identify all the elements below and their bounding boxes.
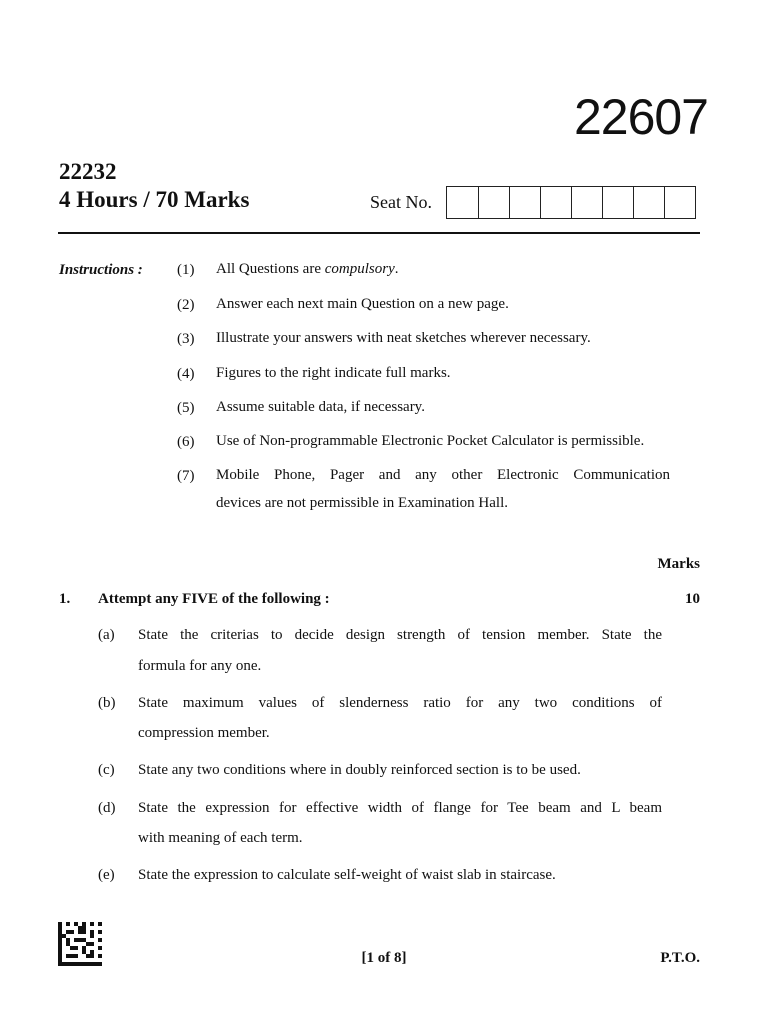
instruction-text: Mobile Phone, Pager and any other Electronic Communication xyxy=(216,467,670,483)
sub-question-label: (c) xyxy=(98,762,115,778)
instruction-number: (6) xyxy=(177,434,195,450)
instruction-text: Assume suitable data, if necessary. xyxy=(216,399,425,415)
question-number: 1. xyxy=(59,591,71,607)
seat-box xyxy=(633,187,664,218)
pto-label: P.T.O. xyxy=(660,950,700,966)
instruction-text: Use of Non-programmable Electronic Pocket Calculator is permissible. xyxy=(216,433,645,449)
seat-box xyxy=(509,187,540,218)
sub-question-text: State any two conditions where in doubly reinforced section is to be used. xyxy=(138,762,581,778)
sub-question-text: State the expression to calculate self-weight of waist slab in staircase. xyxy=(138,867,556,883)
instructions-title: Instructions : xyxy=(59,262,143,278)
seat-box xyxy=(540,187,571,218)
marks-heading: Marks xyxy=(657,556,700,572)
question-marks: 10 xyxy=(685,591,700,607)
instruction-text: devices are not permissible in Examination Hall. xyxy=(216,495,509,511)
instruction-number: (5) xyxy=(177,400,195,416)
instruction-text: Figures to the right indicate full marks. xyxy=(216,365,451,381)
seat-box xyxy=(602,187,633,218)
duration-marks: 4 Hours / 70 Marks xyxy=(59,187,250,212)
seat-box xyxy=(571,187,602,218)
header-divider xyxy=(58,232,700,234)
instruction-text: Answer each next main Question on a new page. xyxy=(216,296,509,312)
instruction-number: (4) xyxy=(177,366,195,382)
sub-question-text: State the expression for effective width of flange for Tee beam and L beam xyxy=(138,800,662,816)
seat-label: Seat No. xyxy=(370,192,432,212)
instruction-text: All Questions are compulsory. xyxy=(216,261,399,277)
page-number: [1 of 8] xyxy=(361,950,407,966)
sub-question-text: formula for any one. xyxy=(138,658,262,674)
seat-box xyxy=(447,187,478,218)
seat-box xyxy=(478,187,509,218)
sub-question-text: State the criterias to decide design strength of tension member. State the xyxy=(138,627,662,643)
sub-question-text: with meaning of each term. xyxy=(138,830,303,846)
question-text: Attempt any FIVE of the following : xyxy=(98,591,330,607)
subject-code: 22232 xyxy=(59,159,117,184)
sub-question-label: (e) xyxy=(98,867,115,883)
seat-box xyxy=(664,187,695,218)
sub-question-label: (a) xyxy=(98,627,115,643)
paper-code: 22607 xyxy=(573,89,708,145)
instruction-number: (1) xyxy=(177,262,195,278)
seat-number-boxes xyxy=(446,186,696,219)
instruction-number: (7) xyxy=(177,468,195,484)
instruction-number: (3) xyxy=(177,331,195,347)
sub-question-label: (d) xyxy=(98,800,116,816)
instruction-text: Illustrate your answers with neat sketches wherever necessary. xyxy=(216,330,591,346)
instruction-number: (2) xyxy=(177,297,195,313)
sub-question-text: compression member. xyxy=(138,725,270,741)
sub-question-label: (b) xyxy=(98,695,116,711)
sub-question-text: State maximum values of slenderness ratio for any two conditions of xyxy=(138,695,662,711)
